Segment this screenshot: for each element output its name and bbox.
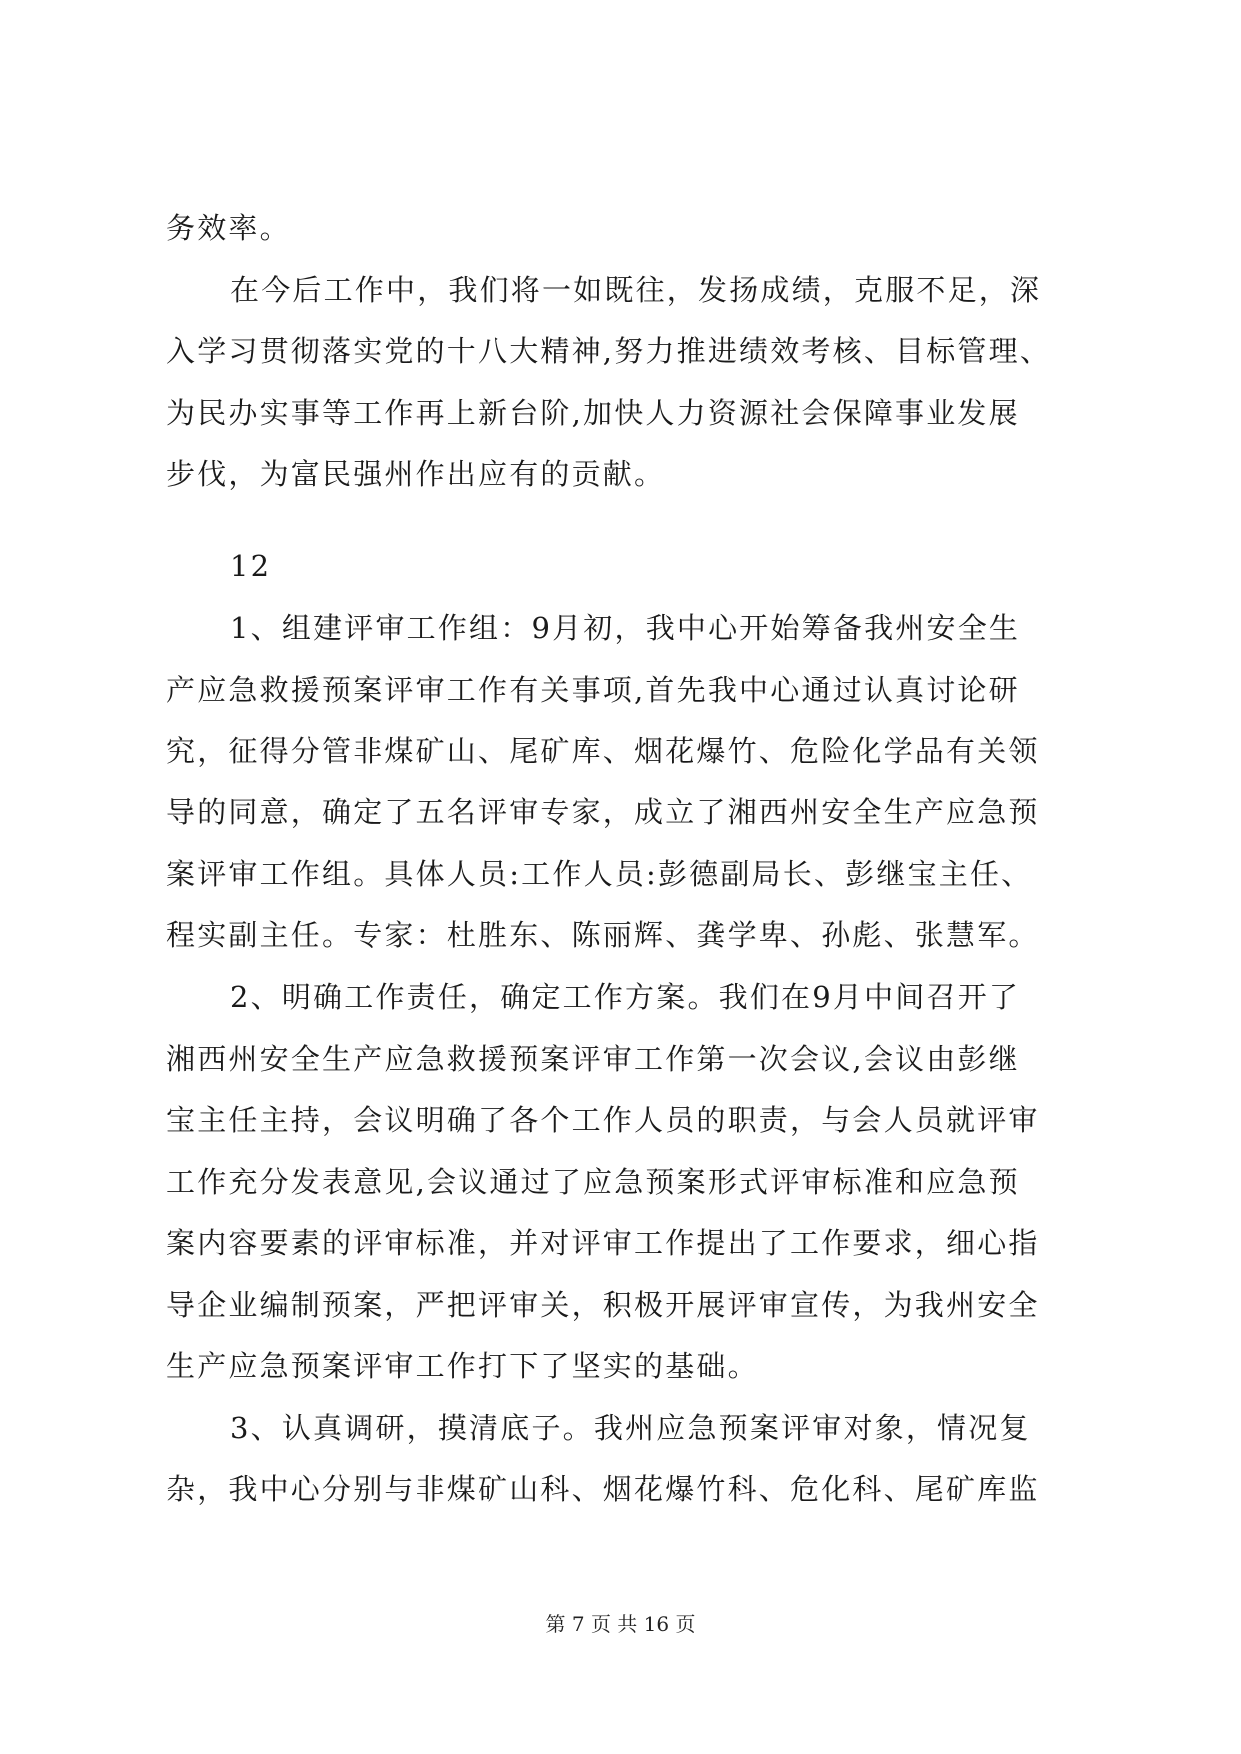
paragraph-start: 在今后工作中，我们将一如既往，发扬成绩，克服不足，深 (230, 273, 1042, 307)
text-line: 湘西州安全生产应急救援预案评审工作第一次会议,会议由彭继 (166, 1042, 1020, 1076)
text-line: 究，征得分管非煤矿山、尾矿库、烟花爆竹、危险化学品有关领 (166, 734, 1040, 768)
text-line: 为民办实事等工作再上新台阶,加快人力资源社会保障事业发展 (166, 396, 1020, 430)
page-footer: 第 7 页 共 16 页 (545, 1612, 696, 1636)
text-line: 务效率。 (166, 211, 291, 245)
text-line: 导企业编制预案，严把评审关，积极开展评审宣传，为我州安全 (166, 1288, 1040, 1322)
text-line: 产应急救援预案评审工作有关事项,首先我中心通过认真讨论研 (166, 673, 1020, 707)
text-line: 杂，我中心分别与非煤矿山科、烟花爆竹科、危化科、尾矿库监 (166, 1472, 1040, 1506)
text-line: 案评审工作组。具体人员:工作人员:彭德副局长、彭继宝主任、 (166, 857, 1033, 891)
section-number: 12 (230, 549, 272, 583)
text-line: 导的同意，确定了五名评审专家，成立了湘西州安全生产应急预 (166, 795, 1040, 829)
text-line: 步伐，为富民强州作出应有的贡献。 (166, 457, 666, 491)
paragraph-start: 2、明确工作责任，确定工作方案。我们在9月中间召开了 (230, 980, 1021, 1014)
paragraph-start: 3、认真调研，摸清底子。我州应急预案评审对象，情况复 (230, 1411, 1031, 1445)
text-line: 生产应急预案评审工作打下了坚实的基础。 (166, 1349, 759, 1383)
text-line: 案内容要素的评审标准，并对评审工作提出了工作要求，细心指 (166, 1226, 1040, 1260)
text-line: 宝主任主持，会议明确了各个工作人员的职责，与会人员就评审 (166, 1103, 1040, 1137)
text-line: 程实副主任。专家：杜胜东、陈丽辉、龚学卑、孙彪、张慧军。 (166, 918, 1040, 952)
paragraph-start: 1、组建评审工作组：9月初，我中心开始筹备我州安全生 (230, 611, 1021, 645)
text-line: 入学习贯彻落实党的十八大精神,努力推进绩效考核、目标管理、 (166, 334, 1052, 368)
text-line: 工作充分发表意见,会议通过了应急预案形式评审标准和应急预 (166, 1165, 1020, 1199)
